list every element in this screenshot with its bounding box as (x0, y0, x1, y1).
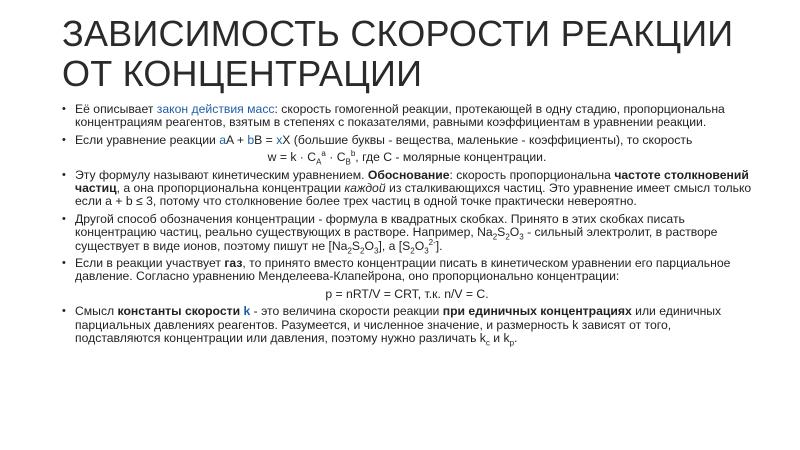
coef-a: a (219, 132, 227, 147)
sub: 2 (347, 246, 352, 256)
title-line-1: ЗАВИСИМОСТЬ СКОРОСТИ РЕАКЦИИ (62, 13, 734, 54)
text: ], а [S (378, 238, 411, 253)
formula-part: w = k · C (267, 150, 317, 165)
text: : скорость гомогенной реакции, протекающей в одну стадию, пропорциональна концентрациям реагентов, взятым в степенях с показателями, равными коэффициентам в уравнении реакции. (75, 102, 725, 130)
text-bold: частоте столкновений частиц (75, 167, 749, 196)
text: ]. (435, 238, 443, 253)
sub: 2 (505, 232, 510, 242)
formula-sub: B (345, 157, 351, 167)
text: X (большие буквы - вещества, маленькие - коэффициенты), то скорость (282, 132, 693, 147)
sub: 3 (424, 246, 429, 256)
bullet-mark: • (62, 133, 66, 146)
formula-part: · C (325, 150, 346, 165)
text: Другой способ обозначения концентрации - формула в квадратных скобках. Принято в этих скобках писать концентрацию частиц, реально существующих в растворе. Например, Na (75, 211, 685, 240)
bullet-mark: • (62, 257, 66, 270)
sub: c (485, 338, 490, 348)
text-bold: Обоснование (367, 167, 450, 182)
bullet-mark: • (62, 103, 66, 115)
text: Её описывает (75, 102, 157, 116)
sup: 2- (428, 237, 436, 247)
bullet-square-brackets (62, 211, 752, 256)
text: , а она пропорциональна концентрации (116, 181, 345, 196)
gas-formula: p = nRT/V = CRT, т.к. n/V = C. (325, 286, 489, 301)
law-link-text: закон действия масс (156, 102, 275, 116)
text: S (351, 238, 361, 253)
text-bold: при единичных концентрациях (442, 304, 632, 319)
text-bold: газ (224, 256, 243, 271)
sub: 2 (360, 246, 365, 256)
text: : скорость пропорциональна (449, 167, 615, 182)
coef-b: b (247, 132, 255, 147)
bullet-kinetic-equation (62, 169, 752, 209)
slide-content (62, 103, 752, 350)
slide-title (62, 14, 782, 94)
text: B = (254, 132, 277, 147)
text: , то принято вместо концентрации писать в кинетическом уравнении его парциальное давление. Согласно уравнению Менделеева-Клапейрона, оно пропорционально концентрации: (75, 256, 731, 284)
bullet-mark: • (62, 168, 66, 181)
sub: 3 (373, 246, 379, 256)
bullet-mark: • (62, 212, 66, 225)
text: O (414, 238, 425, 253)
sub: 3 (519, 232, 524, 242)
text: Если в реакции участвует (75, 256, 225, 271)
text: из сталкивающихся частиц. Это уравнение имеет смысл только если a + b ≤ 3, потому что столкновение более трех частиц в одной точке практически невероятно. (75, 181, 752, 209)
text: или единичных парциальных давлениях реагентов. Разумеется, и численное значение, и размерность k зависят от того, подставляются концентрации или давления, поэтому нужно различать k (75, 304, 722, 346)
text: Эту формулу называют кинетическим уравнением. (75, 167, 368, 182)
text: O (509, 225, 520, 240)
formula-sup: a (321, 149, 326, 159)
text: O (364, 238, 374, 253)
text: - сильный электролит, в растворе существует в виде ионов, поэтому пишут не [Na (75, 225, 718, 253)
text-italic: каждой (344, 181, 386, 196)
text: S (497, 225, 506, 240)
text: . (514, 331, 518, 346)
text: и k (489, 331, 510, 346)
sub: 2 (492, 232, 498, 242)
formula-sup: b (350, 149, 356, 159)
sub: p (509, 338, 515, 348)
coef-x: x (276, 132, 283, 147)
k-symbol: k (243, 304, 251, 319)
text-bold: константы скорости (117, 304, 241, 319)
title-line-2: ОТ КОНЦЕНТРАЦИИ (62, 53, 423, 94)
kinetic-formula (62, 149, 752, 167)
bullet-law-of-mass-action (62, 103, 752, 130)
formula-part: , где C - молярные концентрации. (355, 150, 547, 165)
formula-sub: A (316, 157, 322, 167)
bullet-mark: • (62, 305, 66, 318)
bullet-gas-pressure (62, 257, 752, 284)
text: Смысл (75, 304, 118, 319)
sub: 2 (410, 246, 415, 256)
text: - это величина скорости реакции (250, 304, 443, 319)
text: A + (226, 132, 248, 147)
bullet-rate-constant (62, 304, 752, 348)
bullet-reaction-equation (62, 134, 752, 147)
text: Если уравнение реакции (75, 132, 220, 147)
